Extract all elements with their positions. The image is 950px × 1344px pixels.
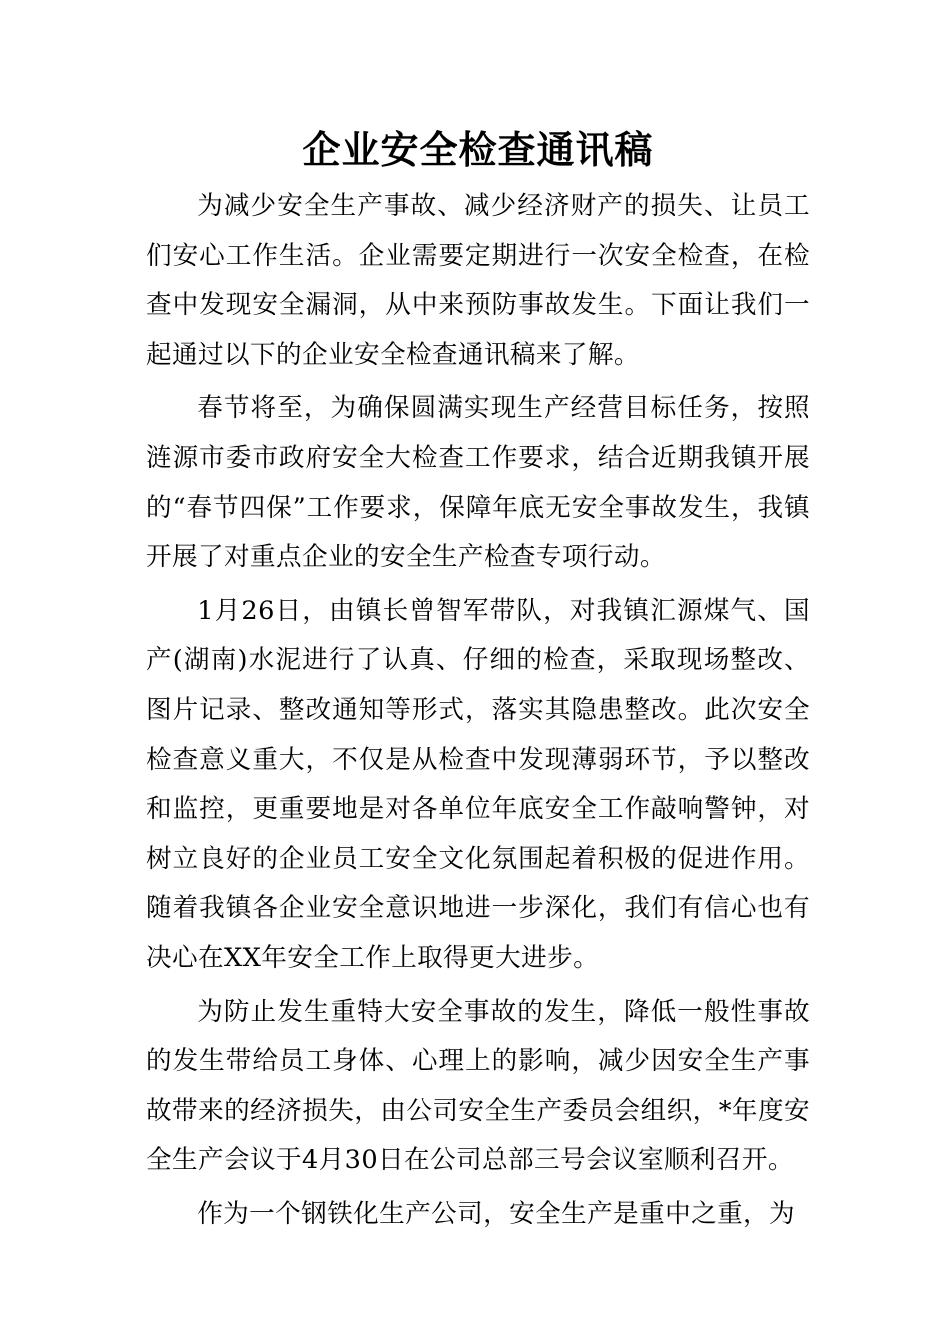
paragraph-safety-meeting: 为防止发生重特大安全事故的发生，降低一般性事故的发生带给员工身体、心理上的影响，减少因安全生产事故带来的经济损失，由公司安全生产委员会组织，*年度安全生产会议于4月30日在公司总部三号会议室顺利召开。 [146, 996, 810, 1176]
paragraph-steel-company: 作为一个钢铁化生产公司，安全生产是重中之重，为 [197, 1198, 796, 1229]
paragraph-spring-festival: 春节将至，为确保圆满实现生产经营目标任务，按照涟源市委市政府安全大检查工作要求，结合近期我镇开展的“春节四保”工作要求，保障年底无安全事故发生，我镇开展了对重点企业的安全生产检查专项行动。 [146, 393, 810, 573]
paragraph-inspection: 1月26日，由镇长曾智军带队，对我镇汇源煤气、国产(湖南)水泥进行了认真、仔细的检查，采取现场整改、图片记录、整改通知等形式，落实其隐患整改。此次安全检查意义重大，不仅是从检查中发现薄弱环节，予以整改和监控，更重要地是对各单位年底安全工作敲响警钟，对树立良好的企业员工安全文化氛围起着积极的促进作用。随着我镇各企业安全意识地进一步深化，我们有信心也有决心在XX年安全工作上取得更大进步。 [146, 595, 810, 973]
document-page [146, 118, 810, 1239]
document-title: 企业安全检查通讯稿 [302, 127, 654, 172]
paragraph-intro: 为减少安全生产事故、减少经济财产的损失、让员工们安心工作生活。企业需要定期进行一次安全检查，在检查中发现安全漏洞，从中来预防事故发生。下面让我们一起通过以下的企业安全检查通讯稿来了解。 [146, 191, 810, 370]
